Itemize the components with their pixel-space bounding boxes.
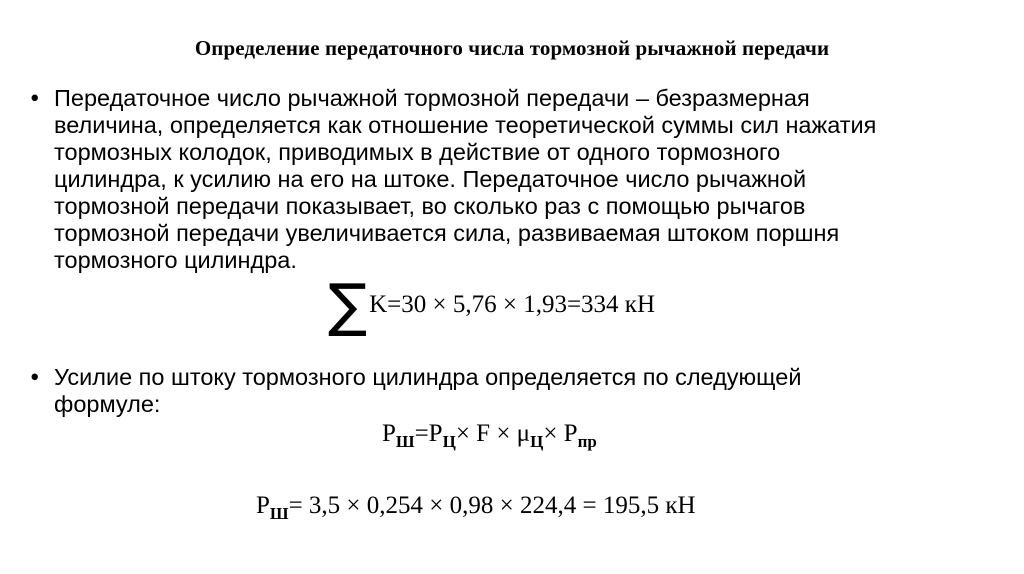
bullet-marker: • bbox=[30, 362, 40, 392]
bullet-1-line: величина, определяется как отношение теоретической суммы сил нажатия bbox=[54, 112, 877, 138]
formula-subscript: Ц bbox=[442, 432, 456, 451]
formula-part: × P bbox=[543, 420, 578, 447]
formula-subscript: Ш bbox=[269, 504, 289, 523]
formula-sum-k-text: K=30 × 5,76 × 1,93=334 кН bbox=[369, 291, 655, 318]
bullet-1-line: тормозной передачи увеличивается сила, развиваемая штоком поршня bbox=[54, 220, 840, 246]
formula-part: × F × μ bbox=[455, 420, 531, 447]
bullet-1-text bbox=[54, 85, 876, 274]
sigma-symbol: ∑ bbox=[328, 271, 368, 339]
slide-title: Определение передаточного числа тормозной рычажной передачи bbox=[194, 36, 830, 60]
formula-part: =P bbox=[414, 420, 443, 447]
bullet-1-line: тормозной передачи показывает, во сколько раз с помощью рычагов bbox=[54, 193, 806, 219]
bullet-1-line: Передаточное число рычажной тормозной передачи – безразмерная bbox=[54, 85, 810, 111]
formula-rod-force-value bbox=[256, 492, 696, 524]
formula-rod-force bbox=[382, 420, 597, 452]
formula-part: = 3,5 × 0,254 × 0,98 × 224,4 = 195,5 кН bbox=[288, 492, 696, 519]
bullet-2-line: Усилие по штоку тормозного цилиндра определяется по следующей bbox=[54, 364, 802, 390]
bullet-1-line: тормозного цилиндра. bbox=[54, 247, 297, 273]
formula-subscript: Ц bbox=[530, 432, 544, 451]
formula-subscript: Ш bbox=[395, 432, 415, 451]
bullet-2-text bbox=[54, 364, 801, 418]
formula-part: P bbox=[382, 420, 396, 447]
formula-part: P bbox=[256, 492, 270, 519]
formula-sum-k bbox=[328, 271, 655, 339]
bullet-2-line: формуле: bbox=[54, 391, 161, 417]
bullet-1-line: тормозных колодок, приводимых в действие от одного тормозного bbox=[54, 139, 781, 165]
formula-subscript: пр bbox=[577, 432, 597, 451]
bullet-1-line: цилиндра, к усилию на его на штоке. Передаточное число рычажной bbox=[54, 166, 807, 192]
bullet-marker: • bbox=[30, 83, 40, 113]
